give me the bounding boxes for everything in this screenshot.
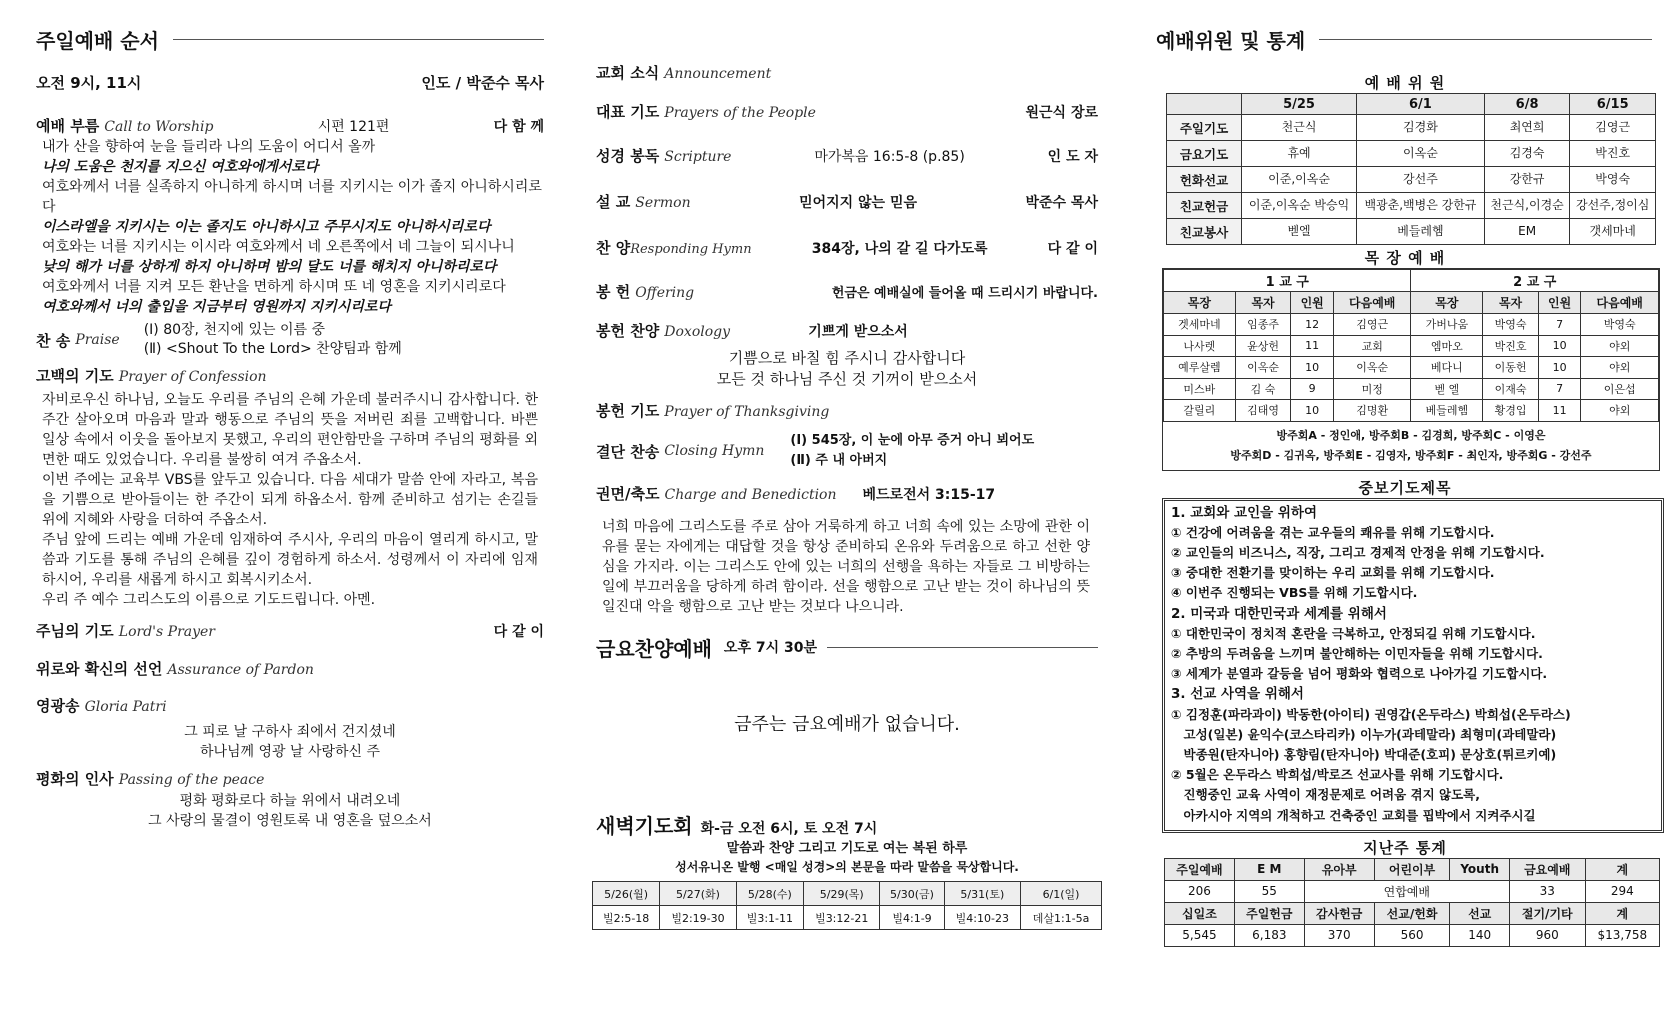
scripture-en: Scripture — [664, 149, 732, 165]
committee-member: 박영숙 — [1570, 167, 1656, 193]
committee-member: 김경숙 — [1484, 141, 1570, 167]
cell-group-row — [1164, 270, 1659, 292]
sermon-en: Sermon — [635, 195, 691, 211]
stats-attendance-values — [1165, 880, 1660, 902]
scripture-ref: 마가복음 16:5-8 (p.85) — [814, 149, 965, 165]
psalm-line: 낮의 해가 너를 상하게 하지 아니하며 밤의 달도 너를 해치지 아니하리로다 — [42, 259, 497, 275]
intercession-item: ① 대한민국이 정치적 혼란을 극복하고, 안정되길 위해 기도합시다. — [1171, 625, 1536, 641]
committee-row — [1167, 115, 1656, 141]
praise-en: Praise — [75, 332, 120, 348]
section-title-committee: 예배위원 및 통계 — [1156, 20, 1652, 58]
intercession-item: 박종원(탄자니아) 홍향림(탄자니아) 박대준(호피) 문상호(튀르키예) — [1171, 746, 1557, 762]
peace-en: Passing of the peace — [118, 772, 265, 788]
dawn-date-cell: 5/26(월) — [593, 882, 660, 906]
offering-label: 봉 헌 — [596, 283, 631, 301]
doxology-en: Doxology — [664, 324, 731, 340]
gloria-line-1: 그 피로 날 구하사 죄에서 건지셨네 — [184, 724, 396, 740]
committee-member: 강선주,정이심 — [1570, 193, 1656, 219]
assurance-en: Assurance of Pardon — [167, 662, 314, 678]
committee-role: 금요기도 — [1167, 141, 1242, 167]
cell-row — [1164, 400, 1659, 422]
closing-hymn-row — [596, 431, 1098, 471]
gloria-row — [36, 695, 544, 716]
stats-offering-head-cell: 주일헌금 — [1234, 902, 1304, 924]
friday-title: 금요찬양예배 — [596, 637, 712, 661]
doxology-row — [596, 320, 1098, 342]
benediction-text: 너희 마음에 그리스도를 주로 삼아 거룩하게 하고 너희 속에 있는 소망에 관한 이유를 묻는 자에게는 대답할 것을 항상 준비하되 온유와 두려움으로 하고 선한 양심을 가지라. 이는 그리스도 안에 있는 너희의 선행을 욕하는 자들로 그 비방하는 일에 부끄러움을 당하게 하려 함이라. 선을 행함으로 고난 받는 것이 하나님의 뜻일진대 악을 행함으로 고난 받는 것보다 나으니라. — [602, 519, 1090, 615]
intercession-item: ③ 중대한 전환기를 맞이하는 우리 교회를 위해 기도합시다. — [1171, 565, 1495, 581]
cell-value: 11 — [1538, 400, 1581, 422]
order-of-worship-continued — [596, 62, 1098, 930]
committee-row — [1167, 167, 1656, 193]
dawn-date-cell: 5/27(화) — [660, 882, 736, 906]
intercession-box — [1162, 498, 1664, 833]
cell-head: 목장 — [1164, 292, 1236, 314]
dawn-refs-row — [593, 906, 1102, 930]
cell-head: 다음예배 — [1581, 292, 1659, 314]
committee-member: 백광춘,백병은 강한규 — [1357, 193, 1485, 219]
sermon-row — [596, 191, 1098, 213]
closing-en: Closing Hymn — [664, 443, 765, 459]
cell-value: 벧 엘 — [1411, 378, 1483, 400]
intercession-heading: 3. 선교 사역을 위해서 — [1171, 686, 1304, 703]
cell-value: 야외 — [1581, 400, 1659, 422]
committee-member: 천근식 — [1242, 115, 1357, 141]
stats-attendance-values-cell: 33 — [1509, 880, 1585, 902]
cell-value: 9 — [1291, 378, 1334, 400]
peace-lyrics — [36, 791, 544, 831]
dawn-date-cell: 5/31(토) — [944, 882, 1020, 906]
dawn-ref-cell: 데살1:1-5a — [1021, 906, 1102, 930]
title-rule — [173, 39, 544, 40]
stats-attendance-head-cell: E M — [1234, 858, 1304, 880]
cell-value: 10 — [1291, 357, 1334, 379]
stats-attendance-head — [1165, 858, 1660, 880]
doxology-lyrics — [596, 348, 1098, 390]
intercession-item: ② 5월은 온두라스 박희섭/박로즈 선교사를 위해 기도합시다. — [1171, 767, 1504, 783]
service-time-row — [36, 72, 544, 93]
stats-offering-values-cell: 6,183 — [1234, 924, 1304, 946]
friday-time: 오후 7시 30분 — [723, 639, 817, 656]
dawn-time: 화-금 오전 6시, 토 오전 7시 — [700, 821, 878, 837]
title-rule — [1319, 39, 1652, 40]
cell-row — [1164, 378, 1659, 400]
scripture-who: 인 도 자 — [1047, 149, 1098, 165]
praise-row — [36, 321, 544, 359]
stats-offering-head-cell: 감사헌금 — [1304, 902, 1374, 924]
call-label: 예배 부름 — [36, 117, 100, 135]
scripture-label: 성경 봉독 — [596, 147, 660, 165]
committee-member: 강한규 — [1484, 167, 1570, 193]
cell-value: 김영근 — [1333, 314, 1411, 336]
stats-attendance-head-cell: 주일예배 — [1165, 858, 1235, 880]
intercession-item: 진행중인 교육 사역이 재정문제로 어려움 겪지 않도록, — [1171, 787, 1481, 803]
dawn-schedule-table — [592, 881, 1102, 930]
psalm-line: 여호와께서 너를 지켜 모든 환난을 면하게 하시며 또 네 영혼을 지키시리로다 — [42, 279, 506, 295]
stats-offering-values-cell: $13,758 — [1585, 924, 1659, 946]
committee-member: 천근식,이경순 — [1484, 193, 1570, 219]
cell-head: 목자 — [1235, 292, 1291, 314]
hymn-ref: 384장, 나의 갈 길 다가도록 — [811, 241, 988, 257]
stats-offering-values-cell: 960 — [1509, 924, 1585, 946]
cell-value: 11 — [1291, 335, 1334, 357]
assurance-row — [36, 658, 544, 679]
thanksgiving-row — [596, 400, 1098, 421]
sermon-preacher: 박준수 목사 — [1025, 195, 1098, 211]
stats-offering-values-cell: 5,545 — [1165, 924, 1235, 946]
intercession-item: 아카시아 지역의 개척하고 건축중인 교회를 핍박에서 지켜주시길 — [1171, 807, 1536, 823]
announce-en: Announcement — [664, 66, 772, 82]
intercession-item: ① 건강에 어려움을 겪는 교우들의 쾌유를 위해 기도합시다. — [1171, 524, 1495, 540]
announcement-row — [596, 62, 1098, 83]
committee-role: 친교헌금 — [1167, 193, 1242, 219]
gloria-label: 영광송 — [36, 697, 80, 715]
stats-offering-head-cell: 선교 — [1450, 902, 1509, 924]
lords-prayer-row — [36, 620, 544, 642]
intercession-item: ④ 이번주 진행되는 VBS를 위해 기도합시다. — [1171, 585, 1418, 601]
intercession-list — [1171, 503, 1659, 826]
rep-who: 원근식 장로 — [1025, 105, 1098, 121]
call-who: 다 함 께 — [493, 119, 544, 135]
cell-value: 10 — [1291, 400, 1334, 422]
sermon-label: 설 교 — [596, 193, 631, 211]
rep-prayer-row — [596, 101, 1098, 123]
stats-offering-head-cell: 선교/헌화 — [1374, 902, 1450, 924]
psalm-line: 이스라엘을 지키시는 이는 졸지도 아니하시고 주무시지도 아니하시리로다 — [42, 219, 491, 235]
cell-head-row — [1164, 292, 1659, 314]
committee-and-statistics — [1158, 0, 1652, 947]
intercession-item: ② 교인들의 비즈니스, 직장, 그리고 경제적 안정을 위해 기도합시다. — [1171, 544, 1545, 560]
peace-row — [36, 768, 544, 789]
cell-value: 이동헌 — [1483, 357, 1539, 379]
scripture-row — [596, 145, 1098, 167]
committee-member: 벧엘 — [1242, 219, 1357, 245]
committee-head-row — [1167, 94, 1656, 115]
dawn-ref-cell: 빌4:10-23 — [944, 906, 1020, 930]
offering-en: Offering — [635, 285, 695, 301]
committee-role: 주일기도 — [1167, 115, 1242, 141]
stats-offering-values — [1165, 924, 1660, 946]
cell-group-2: 2 교 구 — [1411, 270, 1659, 292]
cell-value: 12 — [1291, 314, 1334, 336]
committee-member: 이옥순 — [1357, 141, 1485, 167]
praise-hymn-1: (Ⅰ) 80장, 천지에 있는 이름 중 — [143, 322, 325, 338]
thanks-label: 봉헌 기도 — [596, 402, 660, 420]
praise-hymn-2: (Ⅱ) <Shout To the Lord> 찬양팀과 함께 — [143, 341, 402, 357]
friday-rule — [827, 647, 1098, 648]
stats-attendance-head-cell: 유아부 — [1304, 858, 1374, 880]
cell-value: 베다니 — [1411, 357, 1483, 379]
intercession-heading: 2. 미국과 대한민국과 세계를 위해서 — [1171, 605, 1387, 622]
cell-head: 다음예배 — [1333, 292, 1411, 314]
confession-heading — [36, 365, 544, 386]
cell-value: 이옥순 — [1235, 357, 1291, 379]
cell-note-2: 방주회D - 김귀옥, 방주회E - 김영자, 방주회F - 최인자, 방주회G - 강선주 — [1230, 448, 1592, 462]
lords-en: Lord's Prayer — [118, 624, 215, 640]
stats-attendance-values-cell: 55 — [1234, 880, 1304, 902]
dawn-line-2: 성서유니온 발행 <매일 성경>의 본문을 따라 말씀을 묵상합니다. — [675, 860, 1019, 874]
stats-table — [1164, 858, 1660, 947]
gloria-line-2: 하나님께 영광 날 사랑하신 주 — [199, 744, 381, 760]
cell-value: 박진호 — [1483, 335, 1539, 357]
doxology-label: 봉헌 찬양 — [596, 322, 660, 340]
cell-value: 야외 — [1581, 335, 1659, 357]
cell-value: 가버나움 — [1411, 314, 1483, 336]
cell-head: 목자 — [1483, 292, 1539, 314]
committee-row — [1167, 141, 1656, 167]
stats-offering-values-cell: 140 — [1450, 924, 1509, 946]
committee-date: 6/15 — [1570, 94, 1656, 115]
lords-who: 다 같 이 — [493, 624, 544, 640]
committee-row — [1167, 193, 1656, 219]
order-of-worship — [36, 0, 544, 831]
gloria-lyrics — [36, 722, 544, 762]
dawn-ref-cell: 빌3:1-11 — [736, 906, 803, 930]
doxology-title: 기쁘게 받으소서 — [808, 324, 908, 340]
cell-value: 엠마오 — [1411, 335, 1483, 357]
service-leader: 인도 / 박준수 목사 — [421, 74, 544, 92]
hymn-label: 찬 양 — [596, 239, 631, 257]
psalm-line: 여호와께서 너를 실족하지 아니하게 하시며 너를 지키시는 이가 졸지 아니하시리로다 — [42, 179, 542, 215]
dawn-line-1: 말씀과 찬양 그리고 기도로 여는 복된 하루 — [726, 841, 968, 856]
committee-member: 이준,이옥순 박승익 — [1242, 193, 1357, 219]
closing-hymn-2: (Ⅱ) 주 내 아버지 — [790, 453, 888, 468]
dawn-date-cell: 5/29(목) — [803, 882, 879, 906]
cell-value: 임종주 — [1235, 314, 1291, 336]
doxology-line-1: 기쁨으로 바칠 힘 주시니 감사합니다 — [728, 349, 966, 367]
stats-offering-head — [1165, 902, 1660, 924]
cell-value: 7 — [1538, 378, 1581, 400]
committee-role: 헌화선교 — [1167, 167, 1242, 193]
committee-member: 강선주 — [1357, 167, 1485, 193]
dawn-prayer-header — [596, 810, 1098, 839]
service-time: 오전 9시, 11시 — [36, 74, 142, 92]
bene-en: Charge and Benediction — [664, 487, 837, 503]
cell-value: 이은섭 — [1581, 378, 1659, 400]
responding-hymn-row — [596, 237, 1098, 259]
praise-label: 찬 송 — [36, 331, 71, 350]
dawn-date-cell: 6/1(일) — [1021, 882, 1102, 906]
stats-offering-values-cell: 560 — [1374, 924, 1450, 946]
dawn-ref-cell: 빌3:12-21 — [803, 906, 879, 930]
offering-row — [596, 281, 1098, 302]
committee-member: EM — [1484, 219, 1570, 245]
cell-value: 7 — [1538, 314, 1581, 336]
cell-value: 10 — [1538, 335, 1581, 357]
cell-row — [1164, 335, 1659, 357]
intercession-item: ① 김정훈(파라과이) 박동한(아이티) 권영갑(온두라스) 박희섭(온두라스) — [1171, 706, 1571, 722]
call-to-worship-row — [36, 115, 544, 137]
stats-attendance-values-cell: 294 — [1585, 880, 1659, 902]
friday-worship-header — [596, 633, 1098, 662]
cell-value: 김 숙 — [1235, 378, 1291, 400]
stats-offering-values-cell: 370 — [1304, 924, 1374, 946]
stats-attendance-head-cell: Youth — [1450, 858, 1509, 880]
dawn-text — [596, 839, 1098, 877]
stats-title: 지난주 통계 — [1363, 838, 1447, 857]
committee-member: 김영근 — [1570, 115, 1656, 141]
cell-note-1: 방주회A - 정인애, 방주회B - 김경희, 방주회C - 이영은 — [1276, 428, 1546, 442]
lords-label: 주님의 기도 — [36, 622, 114, 640]
cell-value: 김명환 — [1333, 400, 1411, 422]
cell-worship-table — [1163, 269, 1659, 422]
peace-line-2: 그 사랑의 물결이 영원토록 내 영혼을 덮으소서 — [148, 813, 432, 829]
committee-member: 휴예 — [1242, 141, 1357, 167]
doxology-line-2: 모든 것 하나님 주신 것 기꺼이 받으소서 — [716, 370, 978, 388]
stats-offering-head-cell: 십일조 — [1165, 902, 1235, 924]
confession-label: 고백의 기도 — [36, 367, 114, 385]
assurance-label: 위로와 확신의 선언 — [36, 660, 163, 678]
friday-note: 금주는 금요예배가 없습니다. — [734, 714, 960, 735]
cell-value: 김태영 — [1235, 400, 1291, 422]
intercession-title: 중보기도제목 — [1358, 478, 1452, 497]
rep-en: Prayers of the People — [664, 105, 816, 121]
committee-member: 김경화 — [1357, 115, 1485, 141]
psalm-line: 나의 도움은 천지를 지으신 여호와에게서로다 — [42, 159, 319, 175]
stats-attendance-head-cell: 어린이부 — [1374, 858, 1450, 880]
dawn-ref-cell: 빌2:19-30 — [660, 906, 736, 930]
sermon-title: 믿어지지 않는 믿음 — [799, 195, 918, 211]
cell-value: 베들레헴 — [1411, 400, 1483, 422]
cell-group-1: 1 교 구 — [1164, 270, 1411, 292]
cell-notes — [1163, 422, 1659, 470]
cell-value: 미스바 — [1164, 378, 1236, 400]
call-ref: 시편 121편 — [317, 119, 390, 135]
cell-value: 10 — [1538, 357, 1581, 379]
dawn-ref-cell: 빌2:5-18 — [593, 906, 660, 930]
committee-row — [1167, 219, 1656, 245]
confession-text: 자비로우신 하나님, 오늘도 우리를 주님의 은혜 가운데 불러주시니 감사합니다. 한 주간 살아오며 마음과 말과 행동으로 주님의 뜻을 저버린 죄를 고백합니다. 바쁜 일상 속에서 이웃을 돌아보지 못했고, 우리의 편안함만을 구하며 주님의 평화를 외면한 때도 있었습니다. 우리를 불쌍히 여겨 주옵소서. 이번 주에는 교육부 VBS를 앞두고 있습니다. 다음 세대가 말씀 안에 자라고, 복음을 기쁨으로 받아들이는 한 주간이 되게 하옵소서. 함께 준비하고 섬기는 손길들 위에 지혜와 사랑을 더하여 주옵소서. 주님 앞에 드리는 예배 가운데 임재하여 주시사, 우리의 마음이 열리게 하시고, 말씀과 기도를 통해 주님의 은혜를 깊이 경험하게 하소서. 성령께서 이 자리에 임재하시어, 우리를 새롭게 하시고 회복시키소서. 우리 주 예수 그리스도의 이름으로 기도드립니다. 아멘. — [42, 392, 538, 608]
stats-attendance-values-cell: 206 — [1165, 880, 1235, 902]
dawn-dates-row — [593, 882, 1102, 906]
committee-corner — [1167, 94, 1242, 115]
intercession-item: 고성(일본) 윤익수(코스타리카) 이누가(과테말라) 최형미(과테말라) — [1171, 726, 1557, 742]
psalm-line: 내가 산을 향하여 눈을 들리라 나의 도움이 어디서 올까 — [42, 139, 376, 155]
cell-value: 야외 — [1581, 357, 1659, 379]
cell-value: 황경입 — [1483, 400, 1539, 422]
cell-worship-title: 목 장 예 배 — [1364, 249, 1446, 267]
committee-member: 박진호 — [1570, 141, 1656, 167]
section-title-worship-order: 주일예배 순서 — [36, 20, 544, 58]
dawn-ref-cell: 빌4:1-9 — [880, 906, 944, 930]
dawn-date-cell: 5/28(수) — [736, 882, 803, 906]
peace-label: 평화의 인사 — [36, 770, 114, 788]
peace-line-1: 평화 평화로다 하늘 위에서 내려오네 — [179, 793, 401, 809]
committee-date: 5/25 — [1242, 94, 1357, 115]
offering-note: 헌금은 예배실에 들어올 때 드리시기 바랍니다. — [831, 286, 1098, 301]
bene-ref: 베드로전서 3:15-17 — [862, 487, 996, 503]
psalm-line: 여호와는 너를 지키시는 이시라 여호와께서 네 오른쪽에서 네 그늘이 되시나니 — [42, 239, 515, 255]
cell-worship-box — [1162, 268, 1660, 471]
confession-en: Prayer of Confession — [118, 369, 267, 385]
stats-attendance-head-cell: 계 — [1585, 858, 1659, 880]
committee-member: 베들레헴 — [1357, 219, 1485, 245]
dawn-date-cell: 5/30(금) — [880, 882, 944, 906]
stats-offering-head-cell: 계 — [1585, 902, 1659, 924]
committee-title: 예 배 위 원 — [1364, 74, 1446, 92]
cell-value: 이옥순 — [1333, 357, 1411, 379]
committee-date: 6/1 — [1357, 94, 1485, 115]
closing-label: 결단 찬송 — [596, 442, 660, 461]
stats-attendance-head-cell: 금요예배 — [1509, 858, 1585, 880]
stats-offering-head-cell: 절기/기타 — [1509, 902, 1585, 924]
cell-head: 인원 — [1291, 292, 1334, 314]
intercession-item: ③ 세계가 분열과 갈등을 넘어 평화와 협력으로 나아가길 기도합시다. — [1171, 666, 1548, 682]
rep-label: 대표 기도 — [596, 103, 660, 121]
closing-hymn-1: (Ⅰ) 545장, 이 눈에 아무 증거 아니 뵈어도 — [790, 433, 1035, 448]
cell-value: 겟세마네 — [1164, 314, 1236, 336]
stats-attendance-values-cell: 연합예배 — [1304, 880, 1509, 902]
cell-value: 이재숙 — [1483, 378, 1539, 400]
gloria-en: Gloria Patri — [84, 699, 167, 715]
bene-label: 권면/축도 — [596, 485, 660, 503]
psalm-reading — [42, 137, 544, 317]
hymn-who: 다 같 이 — [1047, 241, 1098, 257]
cell-value: 미정 — [1333, 378, 1411, 400]
committee-member: 갯세마네 — [1570, 219, 1656, 245]
committee-role: 친교봉사 — [1167, 219, 1242, 245]
psalm-line: 여호와께서 너의 출입을 지금부터 영원까지 지키시리로다 — [42, 299, 391, 315]
committee-member: 이준,이옥순 — [1242, 167, 1357, 193]
announce-label: 교회 소식 — [596, 64, 660, 82]
intercession-heading: 1. 교회와 교인을 위하여 — [1171, 504, 1317, 521]
cell-value: 갈릴리 — [1164, 400, 1236, 422]
call-en: Call to Worship — [104, 119, 214, 135]
cell-value: 나사렛 — [1164, 335, 1236, 357]
committee-date: 6/8 — [1484, 94, 1570, 115]
cell-head: 인원 — [1538, 292, 1581, 314]
cell-value: 박영숙 — [1483, 314, 1539, 336]
cell-value: 예루살렘 — [1164, 357, 1236, 379]
cell-row — [1164, 314, 1659, 336]
cell-value: 교회 — [1333, 335, 1411, 357]
committee-member: 최연희 — [1484, 115, 1570, 141]
benediction-row — [596, 483, 1098, 505]
dawn-title: 새벽기도회 — [596, 814, 693, 838]
committee-table — [1166, 93, 1656, 245]
cell-value: 박영숙 — [1581, 314, 1659, 336]
intercession-item: ② 추방의 두려움을 느끼며 불안해하는 이민자들을 위해 기도합시다. — [1171, 645, 1543, 661]
cell-head: 목장 — [1411, 292, 1483, 314]
cell-row — [1164, 357, 1659, 379]
hymn-en: Responding Hymn — [630, 242, 752, 257]
cell-value: 윤상헌 — [1235, 335, 1291, 357]
thanks-en: Prayer of Thanksgiving — [664, 404, 830, 420]
